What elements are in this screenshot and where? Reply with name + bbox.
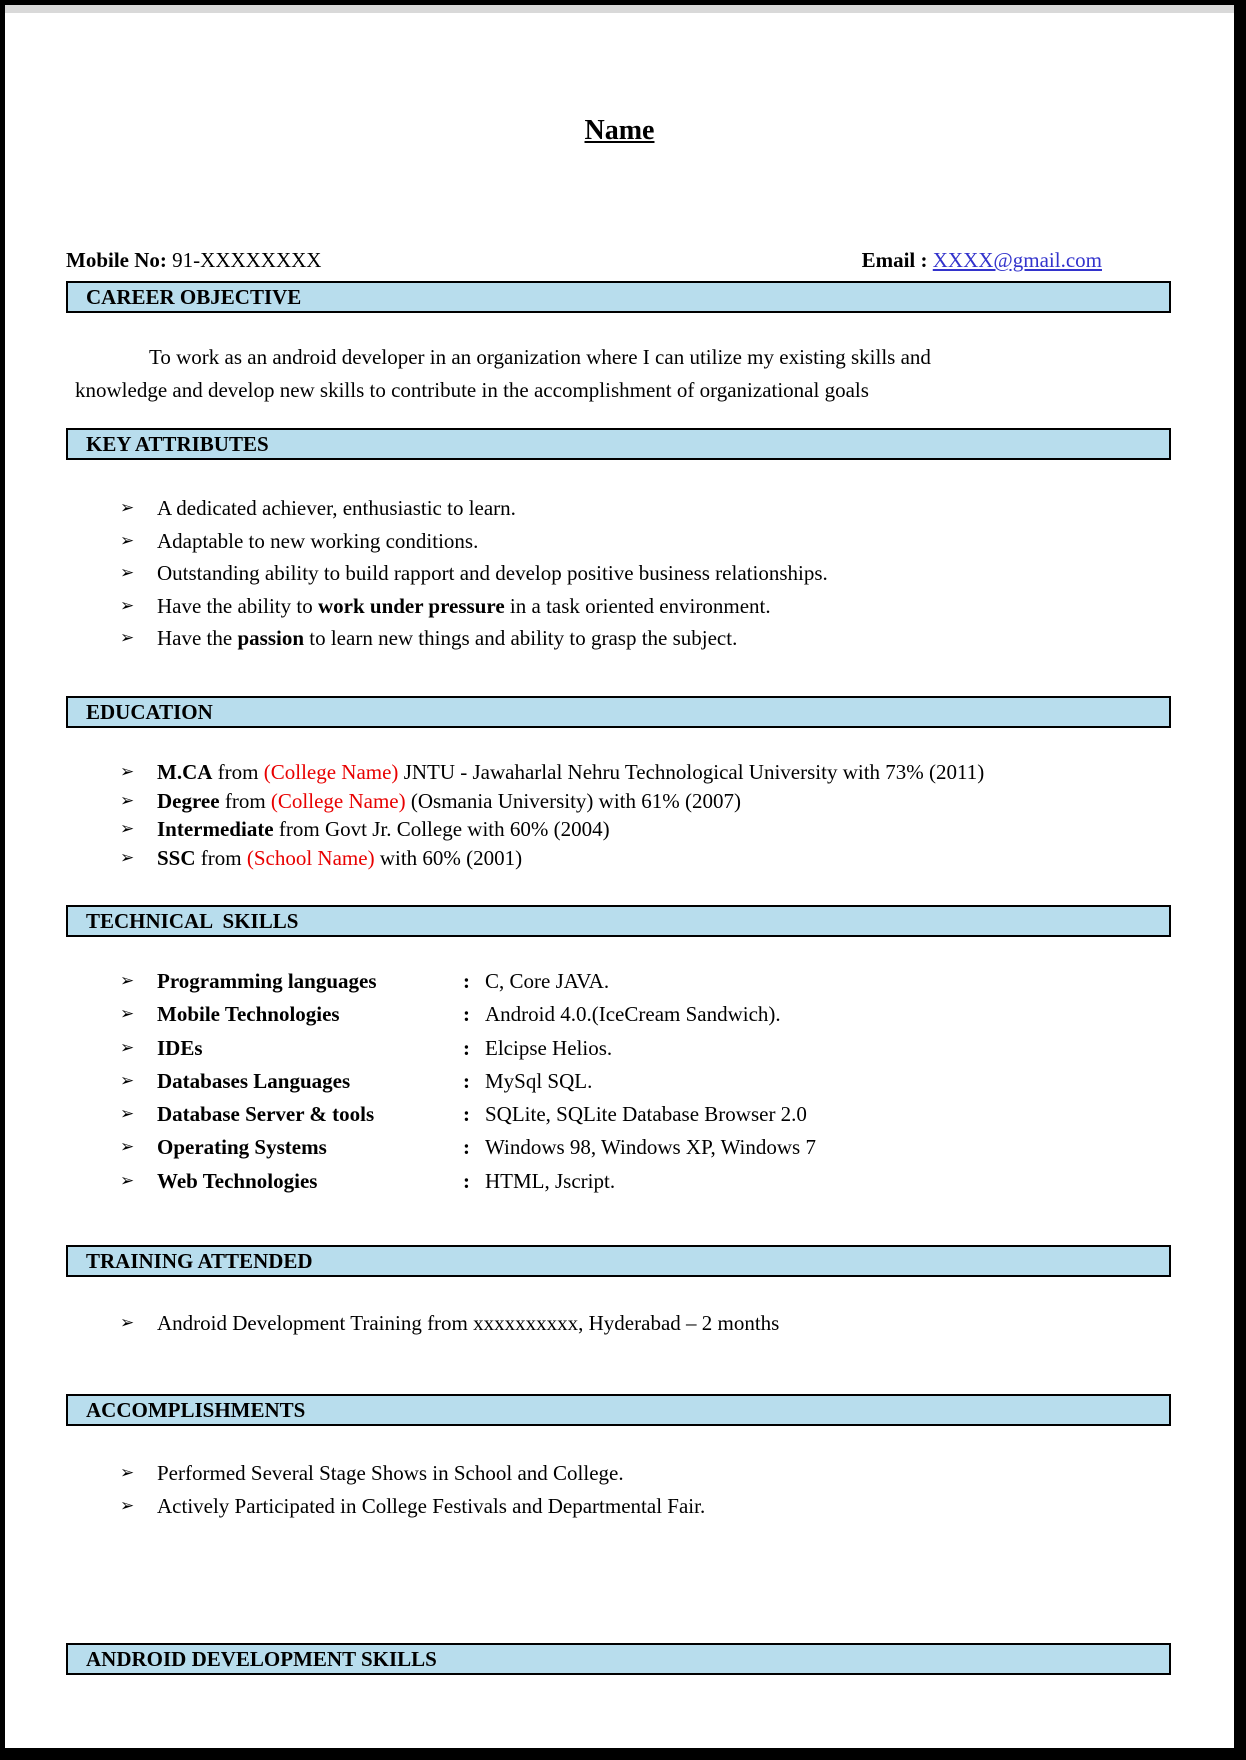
email [862,248,1102,273]
section-header-android-development-skills: ANDROID DEVELOPMENT SKILLS [66,1643,1171,1675]
skill-label: Programming languages [157,969,377,993]
list-item-bold: work under pressure [317,593,505,618]
section-header-accomplishments: ACCOMPLISHMENTS [66,1394,1171,1426]
list-item-text: Adaptable to new working conditions. [157,528,479,553]
skill-label: Database Server & tools [157,1102,375,1127]
education-list [66,758,1171,872]
arrow-bullet-icon: ➢ [120,498,135,518]
skill-colon: : [463,1168,470,1193]
skill-value: C, Core JAVA. [485,969,610,993]
list-item-text: with 60% (2001) [374,845,523,870]
education-degree: Intermediate [157,817,274,842]
list-item-bold: passion [237,626,305,650]
list-item-text: Actively Participated in College Festivals and Departmental Fair. [157,1494,706,1518]
career-objective-text: To work as an android developer in an organization where I can utilize my existing skills and knowledge and develop new skills to contribute in the accomplishment of organizational goals [75,345,931,402]
list-item [66,1065,1171,1098]
skill-colon: : [463,1068,470,1093]
list-item-text: JNTU - Jawaharlal Nehru Technological University with 73% (2011) [398,760,985,784]
mobile-number [66,248,321,273]
education-degree: M.CA [157,760,213,784]
list-item [66,557,1171,590]
education-institution-placeholder: (School Name) [246,845,375,870]
list-item-text: (Osmania University) with 61% (2007) [405,788,741,813]
list-item [66,815,1171,844]
arrow-bullet-icon: ➢ [120,1170,135,1191]
list-item [66,758,1171,787]
list-item-text: Android Development Training from xxxxxxxxxx, Hyderabad – 2 months [157,1311,780,1335]
list-item-text: from Govt Jr. College with 60% (2004) [273,817,610,842]
list-item [66,492,1171,525]
mobile-value: 91-XXXXXXXX [172,248,322,272]
skill-label: Web Technologies [157,1168,318,1193]
training-list [66,1307,1171,1339]
section-header-technical-skills: TECHNICAL SKILLS [66,905,1171,937]
education-institution-placeholder: (College Name) [263,760,399,784]
skill-label: Operating Systems [157,1135,327,1160]
mobile-label: Mobile No: [66,248,167,272]
skill-value: Windows 98, Windows XP, Windows 7 [485,1135,816,1160]
skill-colon: : [463,1135,470,1160]
arrow-bullet-icon: ➢ [120,1004,135,1025]
arrow-bullet-icon: ➢ [120,1463,135,1483]
skill-colon: : [463,1002,470,1027]
arrow-bullet-icon: ➢ [120,762,135,782]
section-header-career-objective: CAREER OBJECTIVE [66,281,1171,313]
arrow-bullet-icon: ➢ [120,1137,135,1158]
arrow-bullet-icon: ➢ [120,847,135,868]
list-item [66,998,1171,1031]
skill-colon: : [463,1035,470,1060]
list-item [66,1032,1171,1065]
arrow-bullet-icon: ➢ [120,790,135,811]
list-item [66,1098,1171,1131]
section-header-key-attributes: KEY ATTRIBUTES [66,428,1171,460]
list-item [66,525,1171,558]
skill-label: Databases Languages [157,1068,351,1093]
arrow-bullet-icon: ➢ [120,971,135,991]
list-item-text: in a task oriented environment. [504,593,771,618]
list-item-text: Have the [157,626,238,650]
email-label: Email : [861,248,928,272]
resume-page [5,5,1234,1748]
list-item [66,590,1171,623]
skill-value: Elcipse Helios. [485,1035,613,1060]
skill-colon: : [463,969,470,993]
list-item-text: A dedicated achiever, enthusiastic to learn. [157,496,516,520]
skill-value: Android 4.0.(IceCream Sandwich). [485,1002,781,1027]
skill-colon: : [463,1102,470,1127]
arrow-bullet-icon: ➢ [120,530,135,551]
list-item-text: Have the ability to [157,593,318,618]
technical-skills-list [66,965,1171,1198]
education-degree: Degree [157,788,220,813]
accomplishments-list [66,1457,1171,1523]
arrow-bullet-icon: ➢ [120,1037,135,1058]
list-item-text: from [212,760,264,784]
arrow-bullet-icon: ➢ [120,819,135,840]
list-item [66,787,1171,816]
list-item-text: to learn new things and ability to grasp the subject. [304,626,738,650]
contact-row [66,248,1102,273]
section-header-education: EDUCATION [66,696,1171,728]
arrow-bullet-icon: ➢ [120,628,135,648]
list-item [66,622,1171,655]
arrow-bullet-icon: ➢ [120,1313,135,1333]
education-institution-placeholder: (College Name) [270,788,406,813]
arrow-bullet-icon: ➢ [120,1070,135,1091]
list-item [66,965,1171,998]
list-item-text: from [219,788,271,813]
skill-label: Mobile Technologies [157,1002,340,1027]
key-attributes-list [66,492,1171,655]
page-title: Name [584,115,655,146]
list-item [66,1307,1171,1339]
skill-label: IDEs [157,1035,203,1060]
list-item-text: Performed Several Stage Shows in School and College. [157,1461,624,1485]
list-item [66,1457,1171,1490]
arrow-bullet-icon: ➢ [120,595,135,616]
list-item [66,844,1171,873]
skill-value: MySql SQL. [485,1068,593,1093]
list-item [66,1490,1171,1523]
page-top-strip [5,5,1234,13]
section-header-training-attended: TRAINING ATTENDED [66,1245,1171,1277]
email-link[interactable]: XXXX@gmail.com [932,248,1102,272]
skill-value: SQLite, SQLite Database Browser 2.0 [485,1102,807,1127]
list-item-text: from [195,845,247,870]
education-degree: SSC [157,845,196,870]
arrow-bullet-icon: ➢ [120,563,135,583]
arrow-bullet-icon: ➢ [120,1496,135,1516]
list-item-text: Outstanding ability to build rapport and develop positive business relationships. [157,561,828,585]
list-item [66,1165,1171,1198]
skill-value: HTML, Jscript. [485,1168,616,1193]
list-item [66,1131,1171,1164]
arrow-bullet-icon: ➢ [120,1104,135,1125]
